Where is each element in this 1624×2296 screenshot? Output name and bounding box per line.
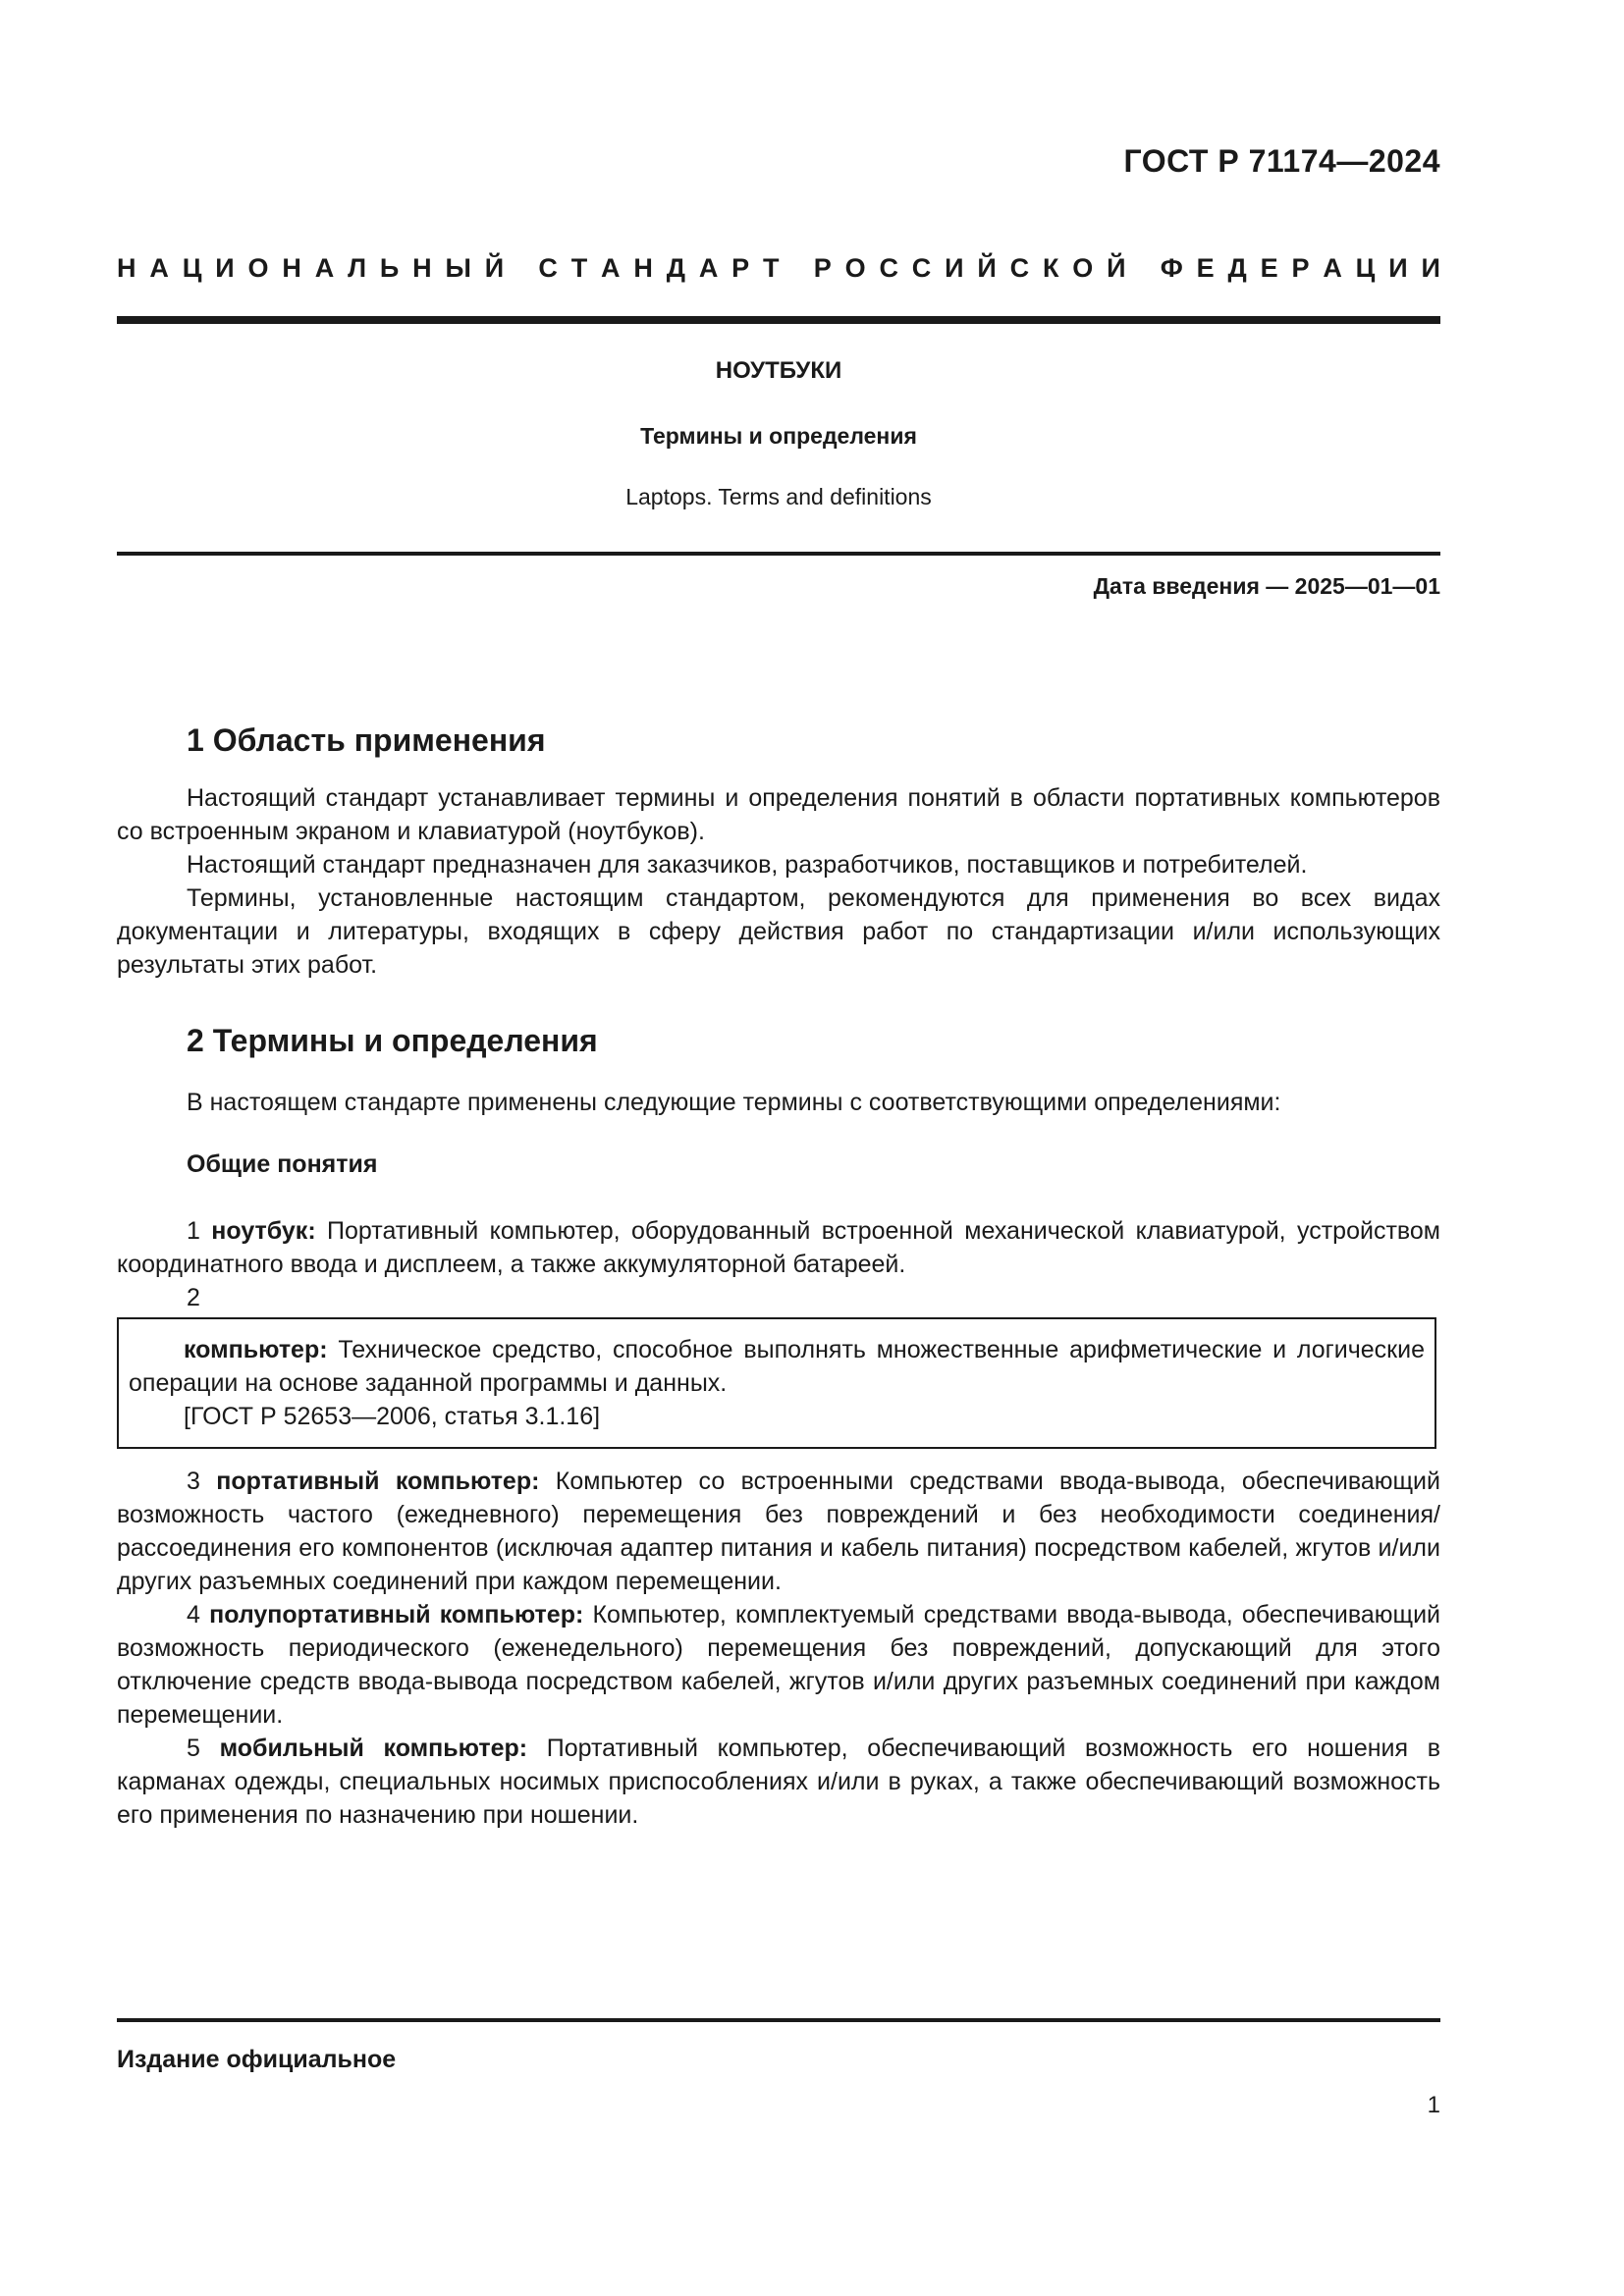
banner-letter: Р: [731, 253, 750, 283]
banner-letter: Т: [763, 253, 780, 283]
banner-letter: И: [945, 253, 964, 283]
banner-letter: Л: [348, 253, 367, 283]
document-page: [117, 0, 1440, 2296]
banner-letter: Й: [484, 253, 505, 283]
banner-letter: Р: [813, 253, 832, 283]
term-definition: Техническое средство, способное выполнять множественные арифметические и логические операции на основе заданной программы и данных.: [129, 1336, 1425, 1397]
page-number: 1: [1427, 2092, 1440, 2118]
banner-letter: С: [1009, 253, 1030, 283]
banner-letter: Ф: [1160, 253, 1183, 283]
banner-letter: Н: [412, 253, 432, 283]
term-definition: Портативный компьютер, оборудованный встроенной механической клавиатурой, устройством координатного ввода и дисплеем, а также аккумуляторной батареей.: [117, 1217, 1440, 1278]
subheading-general-concepts: Общие понятия: [187, 1150, 378, 1178]
document-number: ГОСТ Р 71174—2024: [1123, 143, 1440, 179]
term-definition: Портативный компьютер, обеспечивающий возможность его ношения в карманах одежды, специальных носимых приспособлениях и/или в руках, а также обеспечивающий возможность его применения по назначению при ношении.: [117, 1735, 1440, 1829]
banner-letter: [792, 253, 800, 284]
footer-rule: [117, 2018, 1440, 2022]
banner-letter: Т: [570, 253, 588, 283]
section-2-intro: В настоящем стандарте применены следующие термины с соответствующими определениями:: [187, 1089, 1281, 1116]
national-standard-banner: [117, 253, 1440, 284]
term-name: ноутбук:: [211, 1217, 316, 1245]
official-edition-label: Издание официальное: [117, 2046, 397, 2073]
term-number: 1: [187, 1217, 200, 1245]
banner-letter: [1139, 253, 1147, 284]
term-name: компьютер:: [184, 1336, 328, 1363]
banner-letter: Д: [1227, 253, 1247, 283]
term-definition: Компьютер, комплектуемый средствами ввода-вывода, обеспечивающий возможность периодического (еженедельного) перемещения без повреждений, допускающий для этого отключение средств ввода-вывода посредством кабелей, жгутов и/или других разъемных соединений при каждом перемещении.: [117, 1601, 1440, 1729]
banner-letter: А: [1323, 253, 1342, 283]
banner-letter: Ь: [379, 253, 400, 283]
banner-letter: С: [538, 253, 558, 283]
term-definition: Компьютер со встроенными средствами ввода-вывода, обеспечивающий возможность частого (ежедневного) перемещения без повреждений и без необходимости соединения/рассоединения его компонентов (исключая адаптер питания и кабель питания) посредством кабелей, жгутов и/или других разъемных соединений при каждом перемещении.: [117, 1468, 1440, 1595]
term-1: [117, 1214, 1440, 1281]
banner-letter: И: [215, 253, 235, 283]
term-name: полупортативный компьютер:: [209, 1601, 584, 1629]
term-name: мобильный компьютер:: [219, 1735, 528, 1762]
header-rule: [117, 316, 1440, 324]
banner-letter: О: [1072, 253, 1094, 283]
banner-letter: [517, 253, 525, 284]
banner-letter: А: [698, 253, 719, 283]
document-title-english: Laptops. Terms and definitions: [625, 484, 932, 509]
section-1-paragraph-2: Настоящий стандарт предназначен для заказчиков, разработчиков, поставщиков и потребителей.: [187, 851, 1308, 879]
quoted-term-box: [117, 1317, 1436, 1449]
introduction-date: Дата введения — 2025—01—01: [1093, 573, 1440, 599]
term-2: [129, 1333, 1425, 1400]
banner-letter: Ы: [445, 253, 471, 283]
banner-letter: О: [844, 253, 866, 283]
term-2-reference: [ГОСТ Р 52653—2006, статья 3.1.16]: [184, 1403, 601, 1430]
document-title: НОУТБУКИ: [715, 357, 842, 384]
banner-letter: Й: [1107, 253, 1126, 283]
banner-letter: Н: [117, 253, 136, 283]
term-number: 4: [187, 1601, 200, 1629]
banner-letter: Е: [1196, 253, 1215, 283]
term-2-number: 2: [187, 1284, 200, 1311]
banner-letter: Й: [977, 253, 997, 283]
term-name: портативный компьютер:: [216, 1468, 540, 1495]
banner-letter: Р: [1291, 253, 1310, 283]
term-4: [117, 1598, 1440, 1732]
banner-letter: С: [879, 253, 898, 283]
banner-letter: О: [247, 253, 269, 283]
banner-letter: И: [1388, 253, 1408, 283]
section-1-paragraph-1: Настоящий стандарт устанавливает термины и определения понятий в области портативных компьютеров со встроенным экраном и клавиатурой (ноутбуков).: [117, 784, 1440, 845]
banner-letter: И: [1421, 253, 1440, 283]
section-1-paragraph-3: Термины, установленные настоящим стандартом, рекомендуются для применения во всех видах документации и литературы, входящих в сферу действия работ по стандартизации и/или использующих результаты этих работ.: [117, 884, 1440, 979]
term-5: [117, 1732, 1440, 1832]
section-1-title: 1 Область применения: [187, 722, 546, 758]
title-rule: [117, 552, 1440, 556]
term-3: [117, 1465, 1440, 1598]
banner-letter: Е: [1260, 253, 1278, 283]
banner-letter: А: [314, 253, 335, 283]
banner-letter: С: [911, 253, 932, 283]
banner-letter: Ц: [182, 253, 202, 283]
banner-letter: А: [601, 253, 621, 283]
banner-letter: Д: [666, 253, 685, 283]
banner-letter: Н: [282, 253, 301, 283]
section-2-title: 2 Термины и определения: [187, 1023, 598, 1058]
banner-letter: Н: [633, 253, 653, 283]
banner-letter: А: [149, 253, 169, 283]
banner-letter: К: [1042, 253, 1059, 283]
term-number: 5: [187, 1735, 200, 1762]
document-subtitle: Термины и определения: [640, 423, 917, 449]
term-number: 3: [187, 1468, 200, 1495]
banner-letter: Ц: [1355, 253, 1376, 283]
